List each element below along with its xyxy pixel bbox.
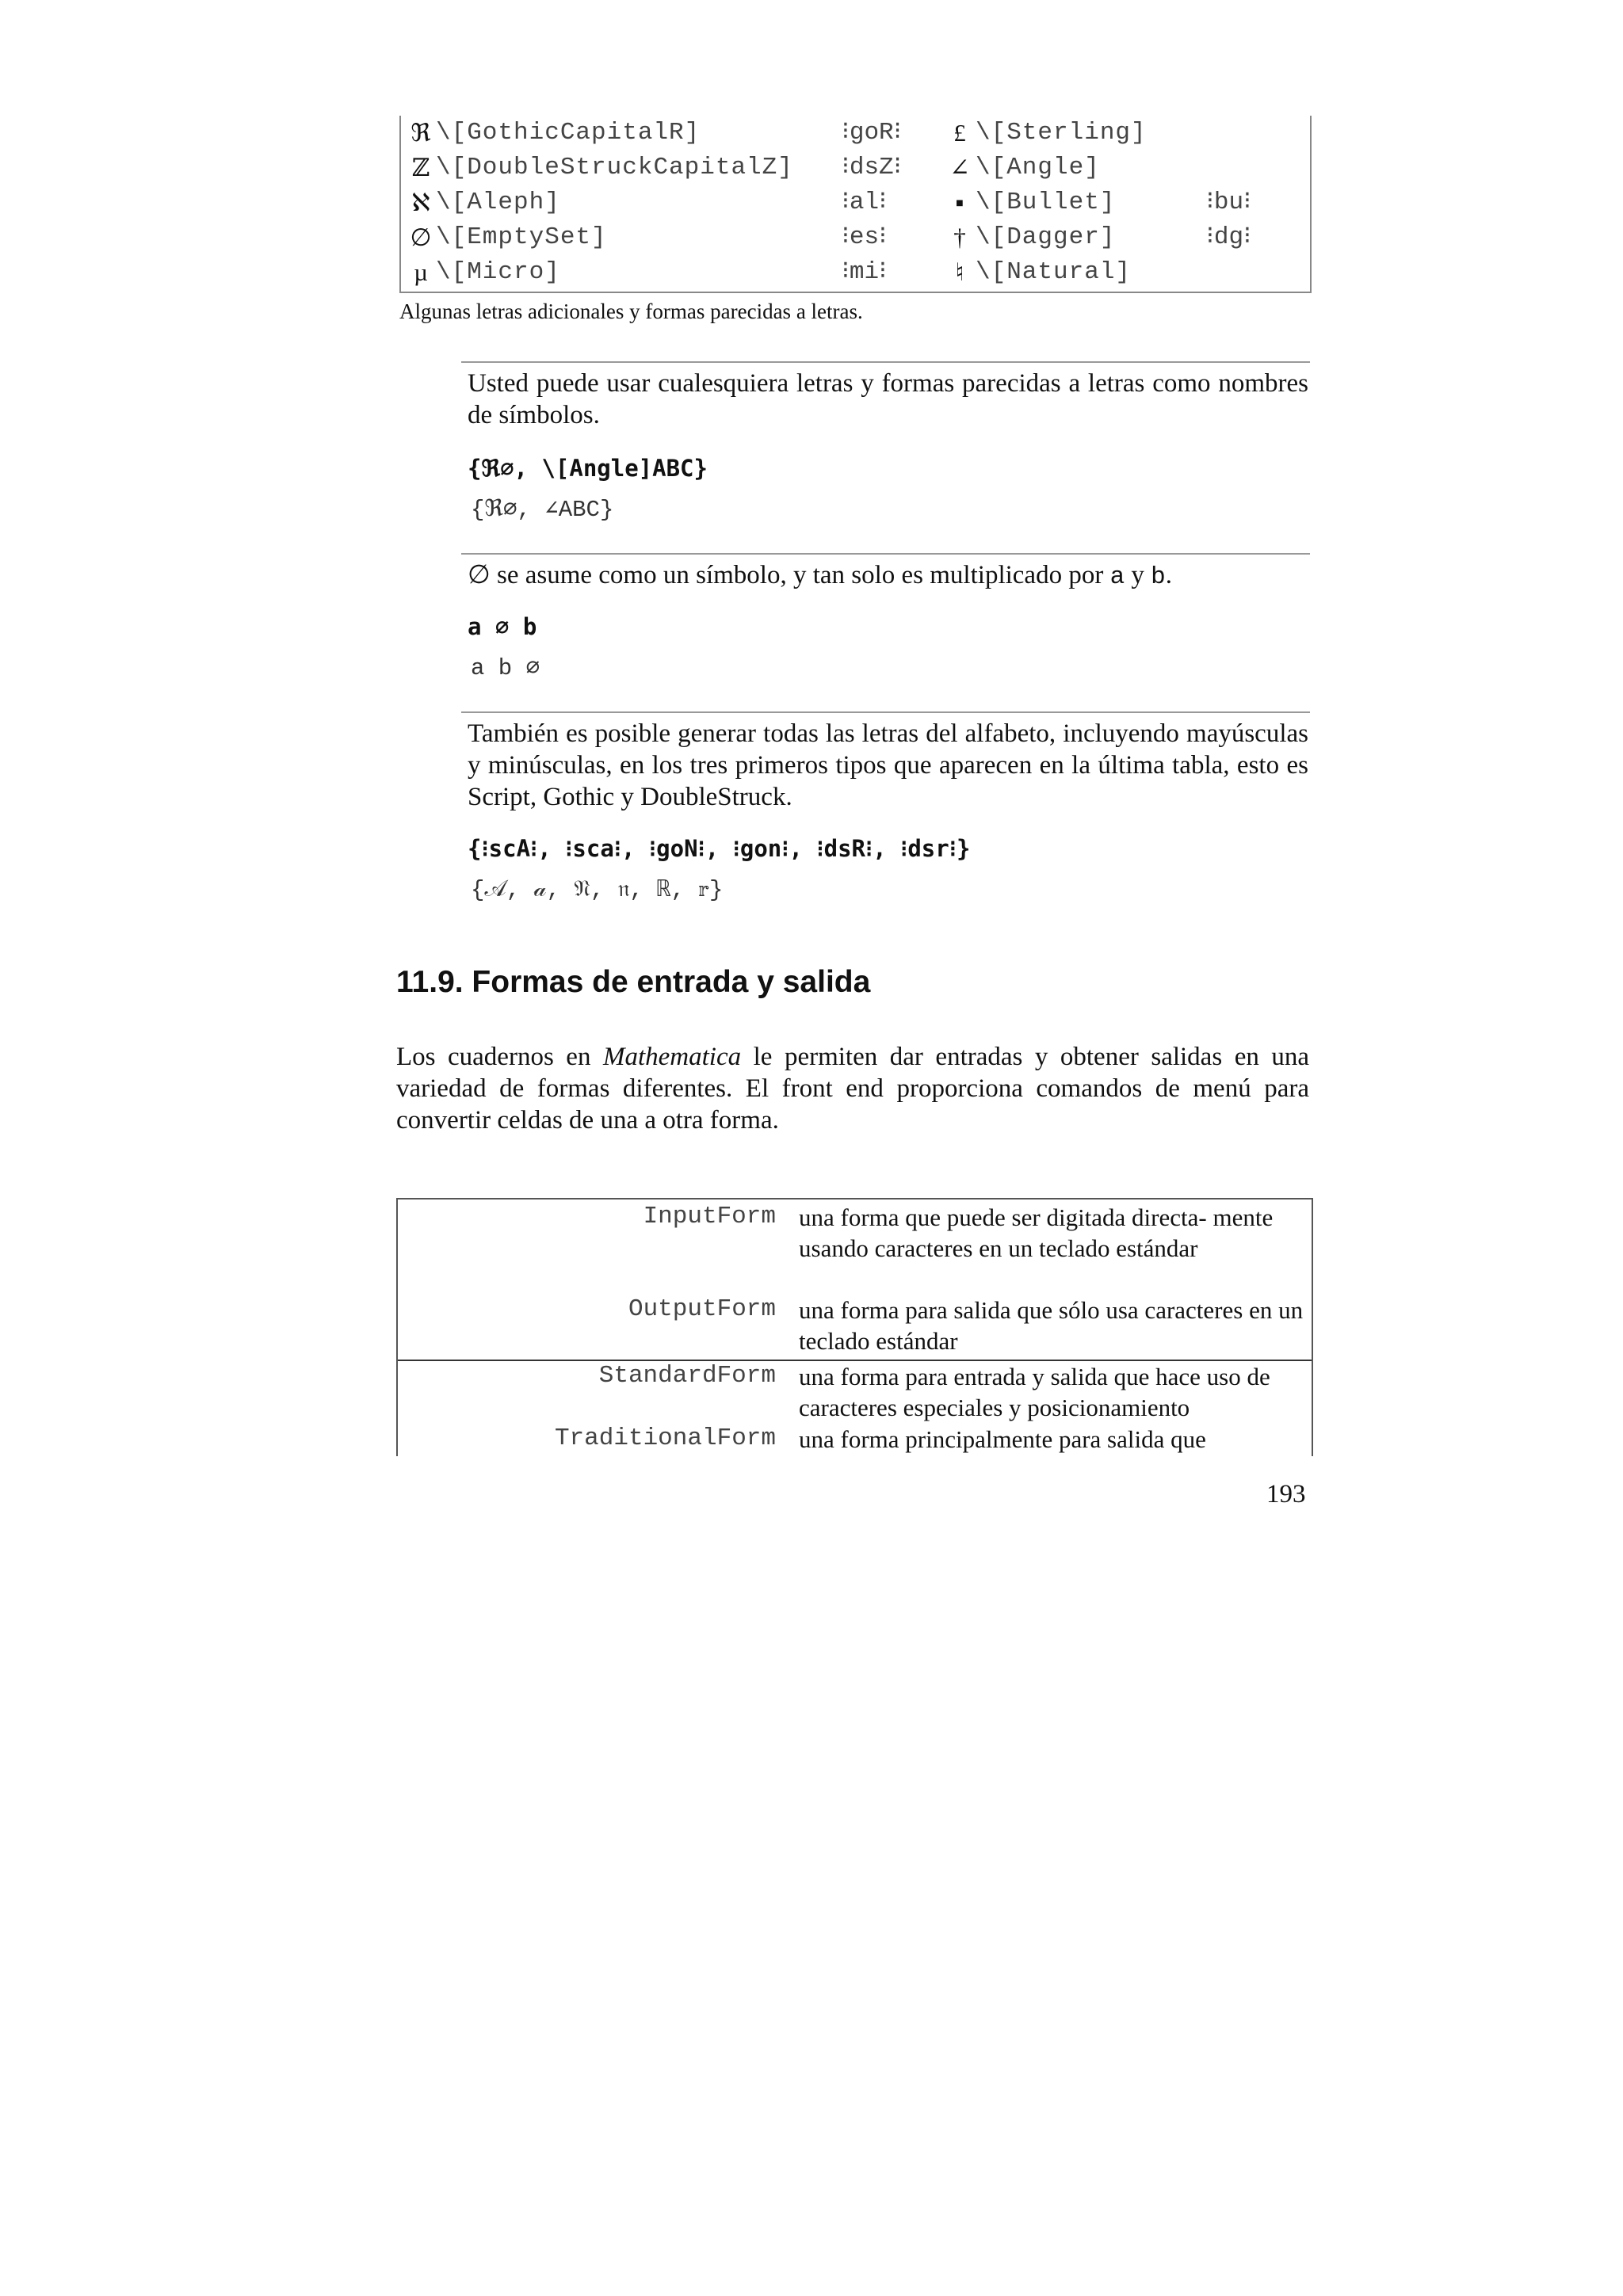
symbol-glyph: ℤ: [411, 154, 430, 181]
symbol-alias: ⁝goR⁝: [842, 119, 902, 147]
block-divider: [461, 553, 1310, 555]
text-segment: ∅ se asume como un símbolo, y tan solo es multiplicado por: [468, 561, 1110, 589]
input-cell: {ℜ∅, \[Angle]ABC}: [468, 455, 708, 482]
symbol-alias: ⁝mi⁝: [842, 258, 887, 286]
symbol-row: [401, 116, 1310, 151]
symbol-row: [401, 220, 1310, 255]
output-cell: {ℜ∅, ∠ABC}: [471, 497, 614, 523]
symbol-alias: ⁝dg⁝: [1206, 223, 1251, 251]
symbol-name: \[Angle]: [976, 154, 1100, 181]
symbol-table: [399, 116, 1312, 293]
symbol-alias: ⁝al⁝: [842, 189, 887, 216]
symbol-alias: ⁝es⁝: [842, 223, 887, 251]
forms-table: [396, 1198, 1313, 1456]
symbol-name: \[DoubleStruckCapitalZ]: [436, 154, 793, 181]
symbol-glyph: ℵ: [411, 189, 430, 216]
symbol-row: [401, 255, 1310, 290]
page-number: 193: [1266, 1480, 1306, 1508]
text-segment: .: [1165, 561, 1173, 589]
output-cell: a b ∅: [471, 655, 540, 681]
form-description: una forma principalmente para salida que: [799, 1425, 1206, 1453]
form-description: una forma para salida que sólo usa caracteres en un teclado estándar: [799, 1296, 1304, 1355]
symbol-glyph: ▪: [955, 189, 964, 216]
text-segment: Los cuadernos en: [396, 1043, 603, 1071]
section-heading: 11.9. Formas de entrada y salida: [396, 965, 871, 999]
text-segment: le permiten dar entradas y obtener salidas en una variedad de formas diferentes. El front end proporciona comandos de menú para convertir celdas de una a otra forma.: [396, 1043, 1310, 1135]
symbol-glyph: ♮: [955, 258, 964, 286]
symbol-name: \[Micro]: [436, 258, 560, 286]
block-divider: [461, 361, 1310, 363]
symbol-name: \[GothicCapitalR]: [436, 119, 701, 147]
block-text: [468, 559, 1308, 593]
symbol-name: \[EmptySet]: [436, 223, 607, 251]
symbol-glyph: ∠: [949, 154, 970, 181]
symbol-name: \[Sterling]: [976, 119, 1147, 147]
symbol-glyph: µ: [414, 258, 428, 286]
code-b: b: [1151, 563, 1166, 591]
symbol-glyph: ℜ: [411, 119, 431, 147]
symbol-name: \[Natural]: [976, 258, 1132, 286]
symbol-glyph: £: [953, 119, 966, 147]
symbol-alias: ⁝dsZ⁝: [842, 154, 902, 181]
form-name: TraditionalForm: [554, 1425, 776, 1452]
italic-term: Mathematica: [602, 1043, 742, 1071]
code-a: a: [1109, 563, 1125, 591]
text-segment: y: [1125, 561, 1151, 589]
output-cell: {𝒜, 𝒶, 𝔑, 𝔫, ℝ, 𝕣}: [471, 877, 724, 903]
form-name: OutputForm: [628, 1295, 776, 1323]
form-name: StandardForm: [598, 1362, 776, 1390]
symbol-name: \[Bullet]: [976, 189, 1116, 216]
symbol-name: \[Dagger]: [976, 223, 1116, 251]
form-description: una forma para entrada y salida que hace uso de caracteres especiales y posicionamiento: [799, 1363, 1270, 1421]
block-text: Usted puede usar cualesquiera letras y formas parecidas a letras como nombres de símbolos.: [468, 369, 1308, 429]
input-cell: {⁝scA⁝, ⁝sca⁝, ⁝goN⁝, ⁝gon⁝, ⁝dsR⁝, ⁝dsr⁝}: [468, 835, 971, 862]
symbol-alias: ⁝bu⁝: [1206, 189, 1251, 216]
symbol-row: [401, 185, 1310, 220]
form-name: InputForm: [643, 1203, 776, 1230]
block-text: También es posible generar todas las letras del alfabeto, incluyendo mayúsculas y minúsculas, en los tres primeros tipos que aparecen en la última tabla, esto es Script, Gothic y DoubleStruck.: [468, 719, 1308, 811]
input-cell: a ∅ b: [468, 613, 537, 640]
form-description: una forma que puede ser digitada directa- mente usando caracteres en un teclado estándar: [799, 1203, 1274, 1262]
block-divider: [461, 711, 1310, 713]
symbol-glyph: †: [953, 223, 966, 251]
section-intro: [396, 1041, 1309, 1136]
table-divider: [398, 1360, 1312, 1361]
symbol-glyph: ∅: [410, 223, 432, 251]
table-caption: Algunas letras adicionales y formas parecidas a letras.: [399, 299, 863, 323]
symbol-name: \[Aleph]: [436, 189, 560, 216]
symbol-row: [401, 151, 1310, 185]
